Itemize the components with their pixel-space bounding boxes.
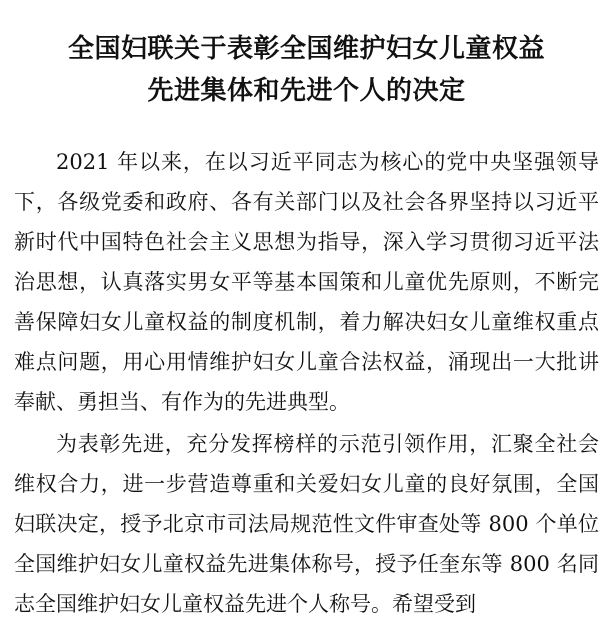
paragraph-1: 2021 年以来，在以习近平同志为核心的党中央坚强领导下，各级党委和政府、各有关部门以及社会各界坚持以习近平新时代中国特色社会主义思想为指导，深入学习贯彻习近平法治思想，认真落实男女平等基本国策和儿童优先原则，不断完善保障妇女儿童权益的制度机制，着力解决妇女儿童维权重点难点问题，用心用情维护妇女儿童合法权益，涌现出一大批讲奉献、勇担当、有作为的先进典型。: [14, 150, 599, 414]
paragraph-2: 为表彰先进，充分发挥榜样的示范引领作用，汇聚全社会维权合力，进一步营造尊重和关爱妇女儿童的良好氛围，全国妇联决定，授予北京市司法局规范性文件审查处等 800 个单位全国维护妇女儿童权益先进集体称号，授予任奎东等 800 名同志全国维护妇女儿童权益先进个人称号。希望受到: [14, 432, 599, 616]
document-title: [14, 28, 599, 112]
title-line-2: 先进集体和先进个人的决定: [147, 76, 466, 106]
title-line-1: 全国妇联关于表彰全国维护妇女儿童权益: [67, 34, 545, 64]
document-body: [14, 142, 599, 624]
